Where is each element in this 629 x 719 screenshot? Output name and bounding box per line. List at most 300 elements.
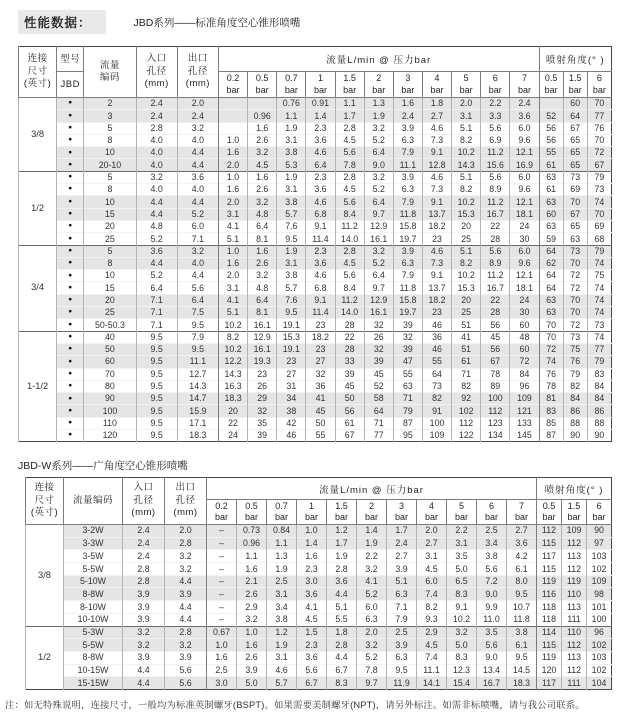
model-bullet: ●	[57, 233, 84, 245]
angle-cell: 79	[587, 171, 611, 183]
flow-cell: 11.8	[507, 613, 537, 626]
angle-cell: 81	[539, 393, 563, 405]
jbdw-wide-angle-table	[25, 477, 612, 690]
flow-cell: 11.8	[393, 282, 422, 294]
model-bullet: ●	[57, 159, 84, 171]
flow-cell: 5.7	[277, 282, 306, 294]
flow-cell: 0.67	[207, 626, 237, 639]
flow-cell: 82	[422, 393, 451, 405]
flow-cell: 23	[248, 368, 277, 380]
flow-cell: 27	[306, 356, 335, 368]
flow-cell: 2.6	[237, 588, 267, 601]
flow-cell: 5.0	[237, 677, 267, 690]
outlet-bore-cell: 2.0	[165, 525, 207, 538]
table-row	[26, 651, 612, 664]
inlet-bore-cell: 2.8	[123, 563, 165, 576]
flow-code-cell: 3-2W	[64, 525, 123, 538]
flow-code-cell: 90	[84, 393, 136, 405]
inlet-bore-cell: 9.5	[136, 380, 177, 392]
flow-cell: 9.1	[306, 294, 335, 306]
flow-cell: 12.9	[364, 220, 393, 232]
angle-cell: 70	[563, 257, 587, 269]
angle-cell: 119	[537, 575, 562, 588]
flow-cell: 2.7	[422, 110, 451, 122]
table-row	[19, 270, 612, 282]
flow-cell: 9.5	[507, 651, 537, 664]
pressure-unit: bar	[568, 84, 582, 95]
inlet-bore-cell: 7.1	[136, 319, 177, 331]
flow-cell: 1.0	[218, 134, 247, 146]
angle-cell: 76	[539, 368, 563, 380]
table-row	[19, 208, 612, 220]
table-row	[19, 245, 612, 257]
outlet-bore-cell: 15.9	[177, 405, 218, 417]
flow-cell: 4.6	[422, 245, 451, 257]
flow-cell: 1.3	[364, 98, 393, 110]
flow-cell: 4.5	[417, 563, 447, 576]
flow-cell: 15.4	[447, 677, 477, 690]
flow-cell: 6.0	[510, 171, 539, 183]
header-pressure	[387, 500, 417, 525]
header-angle-pressure	[563, 72, 587, 98]
flow-cell: 16.1	[248, 319, 277, 331]
pressure-value: 3	[398, 500, 404, 511]
header-pressure	[447, 500, 477, 525]
header-pressure	[452, 72, 481, 98]
flow-cell: 2.0	[218, 159, 247, 171]
flow-cell: –	[207, 525, 237, 538]
angle-cell: 101	[587, 601, 612, 614]
outlet-bore-cell: 3.2	[165, 563, 207, 576]
outlet-bore-cell: 6.4	[177, 294, 218, 306]
angle-cell: 79	[587, 356, 611, 368]
flow-cell: 10.2	[218, 343, 247, 355]
flow-cell: 5.1	[452, 171, 481, 183]
flow-cell: 6.4	[364, 147, 393, 159]
model-bullet: ●	[57, 282, 84, 294]
pressure-unit: bar	[394, 512, 408, 522]
angle-cell: 72	[563, 270, 587, 282]
outlet-bore-cell: 2.8	[165, 626, 207, 639]
header-pressure	[417, 500, 447, 525]
header-pressure	[335, 72, 364, 98]
flow-cell: 7.6	[277, 294, 306, 306]
header-pressure	[477, 500, 507, 525]
angle-cell: 55	[539, 147, 563, 159]
flow-cell: 63	[393, 380, 422, 392]
flow-code-cell: 10-10W	[64, 613, 123, 626]
flow-cell: 24	[510, 294, 539, 306]
flow-cell: 12.3	[447, 664, 477, 677]
outlet-bore-cell: 4.4	[177, 196, 218, 208]
flow-code-cell: 80	[84, 380, 136, 392]
flow-cell: 11.8	[393, 208, 422, 220]
flow-cell: 1.1	[237, 550, 267, 563]
flow-cell: 7.2	[477, 575, 507, 588]
flow-cell: –	[207, 537, 237, 550]
flow-cell: 11.2	[335, 294, 364, 306]
flow-cell: 19.3	[248, 356, 277, 368]
flow-cell: 4.6	[306, 196, 335, 208]
flow-cell: 1.9	[357, 537, 387, 550]
header-angle-pressure	[537, 500, 562, 525]
table-row	[26, 639, 612, 652]
angle-cell: 69	[587, 220, 611, 232]
flow-cell: 2.8	[327, 639, 357, 652]
header-pressure	[207, 500, 237, 525]
flow-code-cell: 5	[84, 245, 136, 257]
flow-cell: 9.5	[507, 588, 537, 601]
flow-cell: 4.5	[248, 159, 277, 171]
flow-cell: 14.1	[417, 677, 447, 690]
angle-cell: 88	[563, 417, 587, 429]
inlet-bore-cell: 4.0	[136, 184, 177, 196]
pressure-value: 1	[308, 500, 314, 511]
connection-size-cell: 3/8	[19, 98, 57, 172]
flow-cell: 16.9	[510, 159, 539, 171]
table-row	[26, 525, 612, 538]
pressure-value: 6	[596, 73, 602, 84]
inlet-bore-cell: 2.4	[123, 525, 165, 538]
flow-code-cell: 15-15W	[64, 677, 123, 690]
inlet-bore-cell: 4.4	[136, 257, 177, 269]
flow-cell	[218, 98, 247, 110]
flow-cell: 22	[481, 294, 510, 306]
flow-cell: 8.9	[481, 184, 510, 196]
angle-cell: 79	[587, 245, 611, 257]
outlet-bore-cell: 4.4	[177, 270, 218, 282]
flow-cell: 3.8	[277, 147, 306, 159]
flow-cell: 1.8	[327, 626, 357, 639]
flow-cell: 1.0	[218, 245, 247, 257]
flow-cell: 11.4	[306, 307, 335, 319]
angle-cell: 117	[537, 677, 562, 690]
flow-cell: 1.6	[207, 651, 237, 664]
flow-cell: 64	[364, 405, 393, 417]
inlet-bore-cell: 3.9	[123, 601, 165, 614]
inlet-bore-cell: 5.2	[136, 270, 177, 282]
flow-cell: 2.8	[335, 171, 364, 183]
flow-cell: 5.2	[357, 651, 387, 664]
flow-cell: 2.1	[237, 575, 267, 588]
flow-cell: 6.9	[481, 134, 510, 146]
flow-cell: 45	[335, 380, 364, 392]
flow-cell: 4.6	[306, 147, 335, 159]
flow-cell: 67	[335, 430, 364, 442]
angle-cell: 90	[587, 525, 612, 538]
flow-code-cell: 8-10W	[64, 601, 123, 614]
flow-cell: 0.91	[306, 98, 335, 110]
flow-cell: 6.5	[447, 575, 477, 588]
angle-cell: 113	[562, 601, 587, 614]
header-angle-pressure	[562, 500, 587, 525]
flow-cell: 3.9	[237, 664, 267, 677]
flow-cell: 3.1	[277, 184, 306, 196]
outlet-bore-cell: 9.5	[177, 343, 218, 355]
angle-cell: 84	[587, 393, 611, 405]
flow-cell: 1.6	[237, 639, 267, 652]
flow-cell: 20	[218, 405, 247, 417]
flow-cell: 6.3	[393, 134, 422, 146]
flow-cell: 12.9	[364, 294, 393, 306]
flow-cell: 1.4	[357, 525, 387, 538]
flow-cell: 15.3	[277, 331, 306, 343]
flow-cell: 32	[306, 368, 335, 380]
flow-cell: 2.5	[267, 575, 297, 588]
flow-cell: 2.8	[335, 122, 364, 134]
flow-cell: 2.0	[218, 270, 247, 282]
inlet-bore-cell: 4.0	[136, 147, 177, 159]
angle-cell: 73	[587, 319, 611, 331]
inlet-bore-cell: 9.5	[136, 331, 177, 343]
flow-cell: 56	[481, 343, 510, 355]
flow-cell: 60	[510, 319, 539, 331]
inlet-bore-cell: 2.4	[136, 98, 177, 110]
flow-cell: 8.2	[417, 601, 447, 614]
flow-cell: 3.9	[393, 171, 422, 183]
flow-cell: 15.8	[393, 220, 422, 232]
outlet-bore-cell: 5.6	[165, 677, 207, 690]
flow-cell: 0.96	[237, 537, 267, 550]
flow-cell: 4.6	[267, 664, 297, 677]
footnote-text: 注：如无特殊说明，连接尺寸，一般均为标准英制螺牙(BSPT)。如果需要美制螺牙(NPT)，请另外标注。如需非标喷嘴，请与我公司联系。	[5, 700, 585, 710]
flow-cell: 109	[510, 393, 539, 405]
angle-cell: 60	[539, 208, 563, 220]
flow-cell: 8.2	[218, 331, 247, 343]
flow-cell: 71	[364, 417, 393, 429]
flow-cell: 18.2	[306, 331, 335, 343]
table2-series-title: JBD-W系列——广角度空心锥形喷嘴	[18, 460, 188, 472]
header-angle-span: 喷射角度(° )	[539, 47, 611, 72]
flow-cell: 6.1	[507, 639, 537, 652]
flow-cell: 71	[452, 368, 481, 380]
angle-cell: 102	[587, 639, 612, 652]
angle-cell: 111	[562, 613, 587, 626]
pressure-unit: bar	[214, 512, 228, 522]
flow-cell: 3.1	[277, 134, 306, 146]
model-bullet: ●	[57, 343, 84, 355]
flow-cell: 8.2	[452, 184, 481, 196]
inlet-bore-cell: 3.9	[123, 613, 165, 626]
angle-cell: 65	[563, 147, 587, 159]
flow-cell: 5.1	[452, 245, 481, 257]
flow-cell: 9.5	[277, 307, 306, 319]
flow-cell: 1.0	[237, 626, 267, 639]
inlet-bore-cell: 4.4	[123, 677, 165, 690]
pressure-unit: bar	[567, 512, 581, 522]
flow-cell: 6.3	[387, 651, 417, 664]
angle-cell: 61	[539, 184, 563, 196]
flow-cell: 6.0	[510, 245, 539, 257]
angle-cell: 63	[539, 171, 563, 183]
flow-cell: 1.6	[297, 550, 327, 563]
angle-cell: 103	[587, 651, 612, 664]
flow-cell: 95	[393, 430, 422, 442]
flow-cell: 84	[510, 368, 539, 380]
table-row	[26, 537, 612, 550]
table-row	[19, 196, 612, 208]
flow-cell: 5.6	[481, 122, 510, 134]
angle-cell: 110	[562, 626, 587, 639]
angle-cell: 64	[563, 110, 587, 122]
flow-code-cell: 70	[84, 368, 136, 380]
inlet-bore-cell: 9.5	[136, 356, 177, 368]
inlet-bore-cell: 9.5	[136, 417, 177, 429]
angle-cell: 115	[537, 639, 562, 652]
flow-cell: 10.2	[452, 270, 481, 282]
flow-cell: 2.8	[335, 245, 364, 257]
table-row	[26, 588, 612, 601]
flow-cell: 5.6	[477, 563, 507, 576]
angle-cell: 74	[539, 356, 563, 368]
flow-cell: 34	[277, 393, 306, 405]
flow-cell: 2.8	[327, 563, 357, 576]
flow-cell: 25	[452, 233, 481, 245]
flow-cell: 5.1	[387, 575, 417, 588]
angle-cell: 72	[539, 343, 563, 355]
angle-cell: 73	[563, 331, 587, 343]
flow-cell: 9.7	[357, 677, 387, 690]
table-row	[19, 319, 612, 331]
flow-cell: 11.0	[477, 613, 507, 626]
flow-cell: 2.6	[248, 134, 277, 146]
angle-cell: 90	[587, 430, 611, 442]
flow-code-cell: 8-8W	[64, 651, 123, 664]
inlet-bore-cell: 4.0	[136, 159, 177, 171]
angle-cell: 77	[587, 343, 611, 355]
flow-cell: 1.6	[248, 122, 277, 134]
flow-cell: 30	[510, 307, 539, 319]
angle-cell: 102	[587, 664, 612, 677]
flow-cell: 45	[481, 331, 510, 343]
flow-cell: 2.2	[357, 550, 387, 563]
angle-cell: 118	[537, 601, 562, 614]
table-row	[19, 220, 612, 232]
angle-cell: 85	[539, 417, 563, 429]
outlet-bore-cell: 7.9	[177, 331, 218, 343]
model-bullet: ●	[57, 257, 84, 269]
pressure-unit: bar	[401, 84, 415, 95]
flow-cell: –	[207, 575, 237, 588]
outlet-bore-cell: 4.0	[177, 134, 218, 146]
flow-cell: 46	[422, 343, 451, 355]
angle-cell: 70	[563, 307, 587, 319]
flow-cell: 91	[422, 405, 451, 417]
outlet-bore-cell: 4.0	[177, 184, 218, 196]
flow-cell: 2.0	[417, 525, 447, 538]
flow-cell: 5.1	[452, 122, 481, 134]
flow-cell: 12.2	[218, 356, 247, 368]
header-pressure	[393, 72, 422, 98]
table-row	[19, 98, 612, 110]
flow-cell: 3.2	[364, 171, 393, 183]
header-pressure	[267, 500, 297, 525]
flow-cell: 6.3	[387, 588, 417, 601]
pressure-value: 6	[492, 73, 498, 84]
pressure-value: 0.5	[245, 500, 258, 511]
angle-cell: 77	[587, 110, 611, 122]
table-row	[19, 417, 612, 429]
flow-cell: 5.3	[277, 159, 306, 171]
model-bullet: ●	[57, 196, 84, 208]
flow-code-cell: 10-15W	[64, 664, 123, 677]
flow-cell: 3.1	[277, 257, 306, 269]
outlet-bore-cell: 3.2	[165, 639, 207, 652]
flow-cell: 14.5	[507, 664, 537, 677]
outlet-bore-cell: 4.4	[177, 159, 218, 171]
outlet-bore-cell: 4.4	[177, 147, 218, 159]
angle-cell: 88	[587, 417, 611, 429]
flow-cell: 14.0	[335, 233, 364, 245]
flow-code-cell: 8	[84, 134, 136, 146]
pressure-value: 1.5	[568, 73, 582, 84]
model-bullet: ●	[57, 245, 84, 257]
flow-cell: 18.2	[422, 220, 451, 232]
flow-cell: 2.6	[237, 651, 267, 664]
flow-cell: 9.1	[422, 147, 451, 159]
table1-series-title: JBD系列——标准角度空心锥形喷嘴	[133, 16, 301, 29]
angle-cell: 64	[539, 270, 563, 282]
flow-code-cell: 20	[84, 220, 136, 232]
model-bullet: ●	[57, 307, 84, 319]
flow-cell: 32	[393, 331, 422, 343]
flow-cell: 38	[277, 405, 306, 417]
flow-cell: 33	[335, 356, 364, 368]
pressure-unit: bar	[244, 512, 258, 522]
model-bullet: ●	[57, 319, 84, 331]
flow-cell: 3.6	[297, 651, 327, 664]
pressure-unit: bar	[459, 84, 473, 95]
flow-cell: 2.2	[481, 98, 510, 110]
flow-cell: 112	[481, 405, 510, 417]
flow-cell: 16.1	[364, 307, 393, 319]
flow-cell: 3.1	[267, 651, 297, 664]
flow-cell: 7.9	[387, 613, 417, 626]
inlet-bore-cell: 2.8	[123, 575, 165, 588]
flow-cell: 3.2	[364, 122, 393, 134]
angle-cell: 56	[539, 134, 563, 146]
flow-cell: 19.1	[277, 343, 306, 355]
flow-cell: 145	[510, 430, 539, 442]
inlet-bore-cell: 9.5	[136, 430, 177, 442]
flow-code-cell: 20-10	[84, 159, 136, 171]
angle-cell: 90	[563, 430, 587, 442]
flow-cell: 16.7	[481, 208, 510, 220]
pressure-unit: bar	[424, 512, 438, 522]
outlet-bore-cell: 14.3	[177, 380, 218, 392]
flow-cell: 4.6	[306, 270, 335, 282]
connection-size-cell: 1/2	[26, 626, 64, 689]
flow-cell: 11.4	[306, 233, 335, 245]
flow-cell: 9.0	[477, 588, 507, 601]
angle-cell: 74	[587, 294, 611, 306]
outlet-bore-cell: 3.2	[165, 550, 207, 563]
outlet-bore-cell: 2.0	[177, 98, 218, 110]
flow-cell: 3.8	[507, 626, 537, 639]
flow-cell: 11.2	[481, 147, 510, 159]
flow-cell: 2.0	[357, 626, 387, 639]
outlet-bore-cell: 3.9	[165, 588, 207, 601]
pressure-value: 4	[428, 500, 434, 511]
pressure-value: 2	[368, 500, 374, 511]
flow-cell: 1.6	[248, 171, 277, 183]
flow-cell: 4.4	[327, 651, 357, 664]
pressure-value: 1.5	[343, 73, 356, 84]
pressure-value: 7	[521, 73, 527, 84]
flow-cell: 8.3	[447, 651, 477, 664]
flow-code-cell: 20	[84, 294, 136, 306]
angle-cell: 84	[563, 393, 587, 405]
